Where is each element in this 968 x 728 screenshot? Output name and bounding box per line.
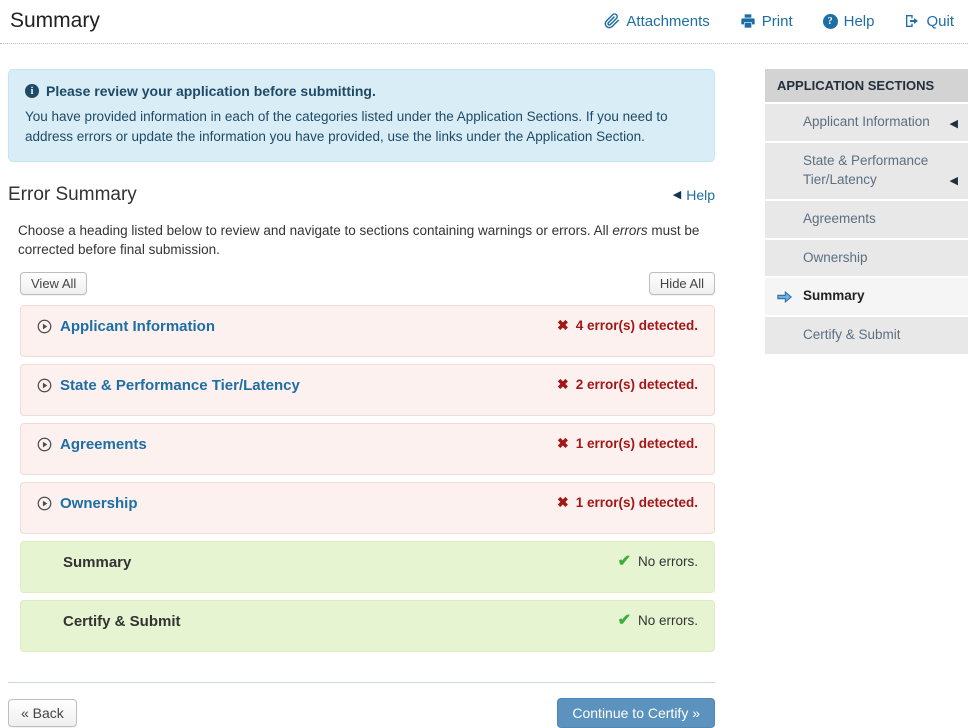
page-title: Summary xyxy=(10,9,100,32)
section-link[interactable]: Ownership xyxy=(60,494,138,512)
attachments-link[interactable] xyxy=(604,13,709,30)
view-all-button[interactable]: View All xyxy=(20,272,87,295)
printer-icon xyxy=(740,13,756,29)
quit-label: Quit xyxy=(926,12,954,30)
expand-circle-icon[interactable] xyxy=(37,319,52,334)
flyout-triangle-icon: ◀ xyxy=(949,175,958,188)
expand-circle-icon[interactable] xyxy=(37,378,52,393)
section-label: Summary xyxy=(63,553,132,571)
x-mark-icon: ✖ xyxy=(556,435,569,452)
alert-body: You have provided information in each of the categories listed under the Application Sections. If you need to address errors or update the information you have provided, use the links under the Application Section. xyxy=(25,109,668,145)
info-icon: i xyxy=(25,84,39,98)
status-text: 1 error(s) detected. xyxy=(575,494,698,510)
error-summary-description: Choose a heading listed below to review and navigate to sections containing warnings or errors. All errors must be corrected before final submission. xyxy=(18,222,700,258)
help-circle-icon: ? xyxy=(823,14,838,29)
section-panel-certify-submit xyxy=(20,600,715,652)
section-panel-ownership xyxy=(20,482,715,534)
section-link[interactable]: Agreements xyxy=(60,435,147,453)
check-icon: ✔ xyxy=(617,611,631,629)
section-panel-summary xyxy=(20,541,715,593)
sidebar-heading: APPLICATION SECTIONS xyxy=(765,69,968,104)
sidebar-item-certify-submit[interactable]: Certify & Submit xyxy=(765,317,968,356)
check-icon: ✔ xyxy=(617,552,631,570)
status-text: 4 error(s) detected. xyxy=(575,317,698,333)
main-content xyxy=(8,44,715,728)
sidebar-item-agreements[interactable]: Agreements xyxy=(765,201,968,240)
print-link[interactable] xyxy=(740,13,793,30)
section-panel-applicant-information xyxy=(20,305,715,357)
current-section-arrow-icon xyxy=(776,289,793,304)
help-link-top[interactable] xyxy=(823,13,875,30)
status-text: No errors. xyxy=(637,613,698,629)
hide-all-button[interactable]: Hide All xyxy=(649,272,715,295)
status-text: No errors. xyxy=(637,554,698,570)
sidebar-item-summary[interactable]: Summary xyxy=(765,278,968,317)
paperclip-icon xyxy=(604,13,620,29)
x-mark-icon: ✖ xyxy=(556,494,569,511)
section-link[interactable]: Applicant Information xyxy=(60,317,215,335)
help-link-label: Help xyxy=(686,186,715,203)
back-button[interactable]: « Back xyxy=(8,699,77,727)
flyout-triangle-icon: ◀ xyxy=(949,117,958,130)
left-triangle-icon: ◀ xyxy=(672,189,682,201)
application-sections-sidebar xyxy=(765,69,968,356)
section-panel-state-performance xyxy=(20,364,715,416)
alert-title: Please review your application before submitting. xyxy=(46,83,376,99)
error-summary-help-link[interactable] xyxy=(673,187,715,203)
status-text: 1 error(s) detected. xyxy=(575,435,698,451)
attachments-label: Attachments xyxy=(626,12,710,30)
sidebar-item-state-performance[interactable]: State & Performance Tier/Latency ◀ xyxy=(765,143,968,201)
help-label-top: Help xyxy=(843,12,875,30)
error-summary-heading: Error Summary xyxy=(8,183,137,205)
page-header xyxy=(0,0,968,44)
continue-to-certify-button[interactable]: Continue to Certify » xyxy=(557,698,715,728)
expand-circle-icon[interactable] xyxy=(37,437,52,452)
sidebar-item-applicant-information[interactable]: Applicant Information ◀ xyxy=(765,104,968,143)
status-text: 2 error(s) detected. xyxy=(575,376,698,392)
x-mark-icon: ✖ xyxy=(556,317,569,334)
error-summary-panels xyxy=(20,305,715,652)
header-nav xyxy=(604,13,958,30)
section-link[interactable]: State & Performance Tier/Latency xyxy=(60,376,300,394)
quit-icon xyxy=(904,13,920,29)
quit-link[interactable] xyxy=(904,13,954,30)
footer-divider xyxy=(8,682,715,683)
sidebar-item-ownership[interactable]: Ownership xyxy=(765,240,968,279)
section-panel-agreements xyxy=(20,423,715,475)
section-label: Certify & Submit xyxy=(63,612,181,630)
print-label: Print xyxy=(761,12,793,30)
x-mark-icon: ✖ xyxy=(556,376,569,393)
review-alert xyxy=(8,69,715,162)
expand-circle-icon[interactable] xyxy=(37,496,52,511)
